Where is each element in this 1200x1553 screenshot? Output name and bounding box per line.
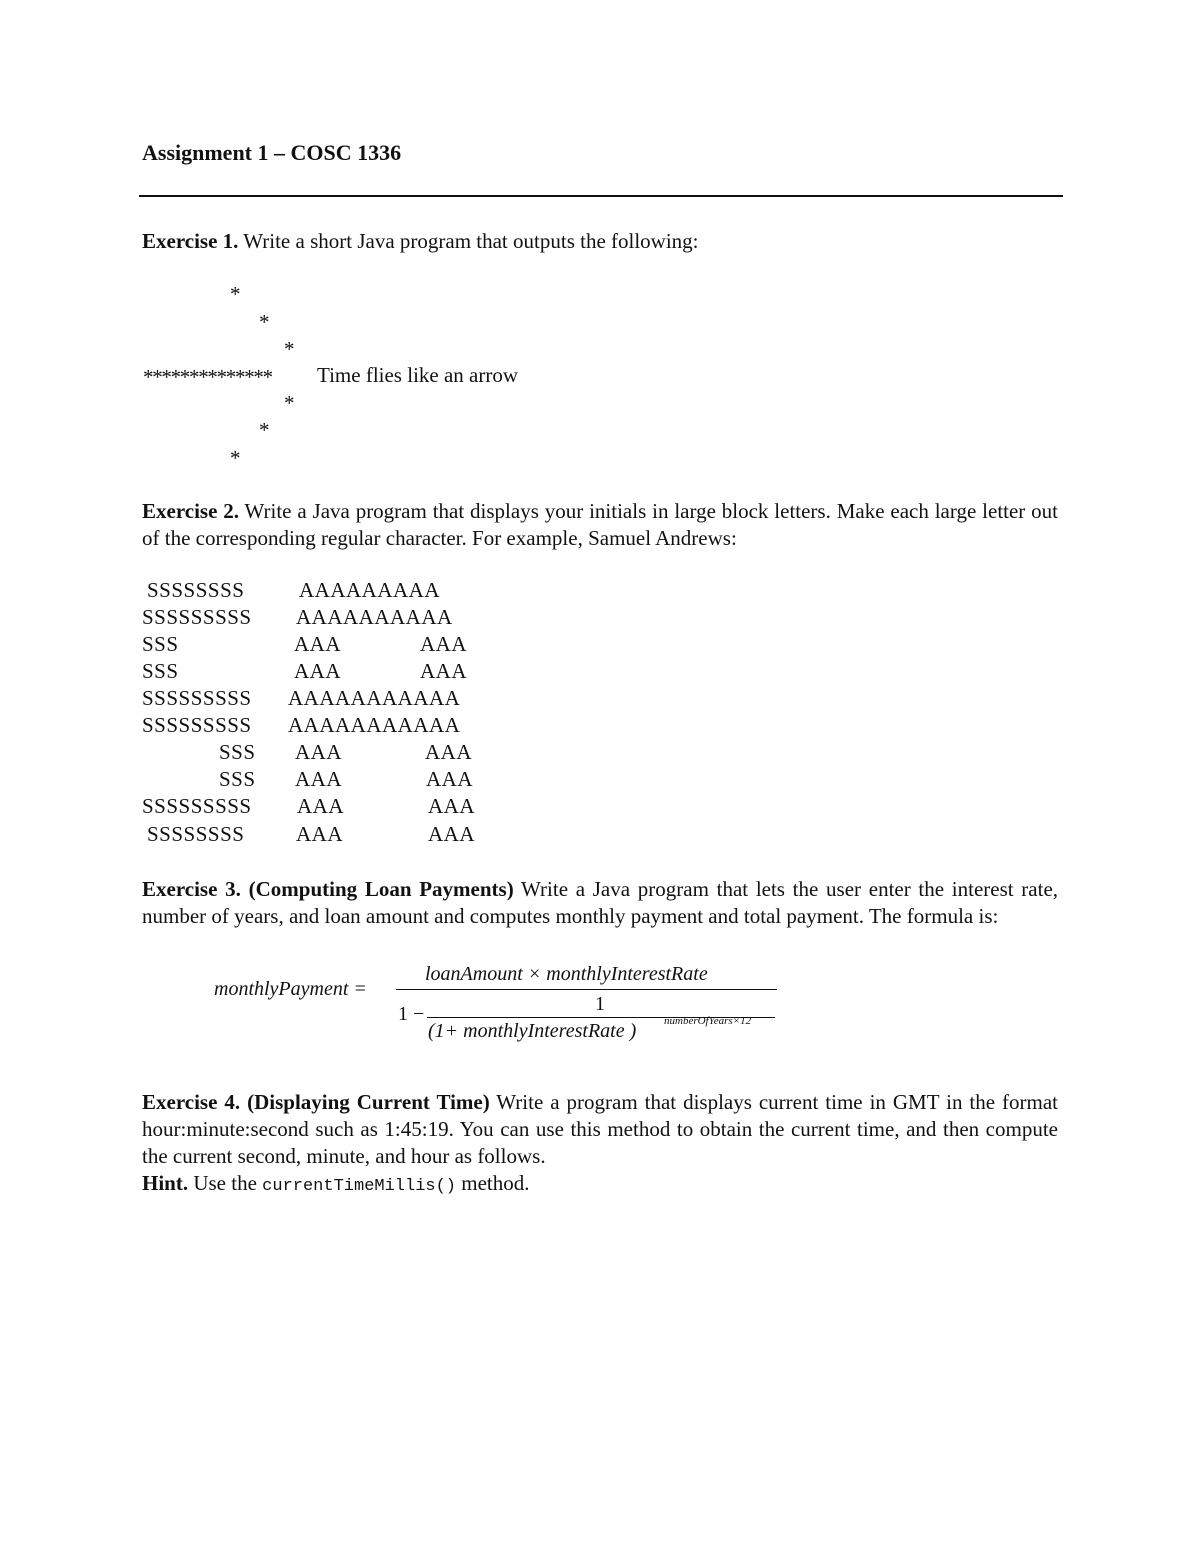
block-row: SSS [142,659,179,683]
exercise-3-heading: (Computing Loan Payments) [248,877,514,901]
exercise-4-text [142,1089,1058,1170]
block-row: AAAAAAAAAAA [288,713,461,737]
arrow-star: * [284,337,295,361]
exercise-1-description: Write a short Java program that outputs the following: [238,229,699,253]
formula-inner-numerator: 1 [595,993,605,1015]
block-row: AAA [294,632,341,656]
exercise-1-text [142,228,699,255]
block-row: AAA [296,822,343,846]
exercise-4-label: Exercise 4. [142,1090,241,1114]
block-row: SSS [219,767,256,791]
block-row: AAA [425,740,472,764]
formula-main-fraction-bar [396,989,777,990]
arrow-star: * [259,310,270,334]
exercise-2-description: Write a Java program that displays your initials in large block letters. Make each large letter out of the corresponding regular character. For example, Samuel Andrews: [142,499,1058,550]
hint-line [142,1170,530,1200]
formula-one-minus: 1 − [398,1003,425,1025]
exercise-4-heading: (Displaying Current Time) [247,1090,490,1114]
block-row: AAA [426,767,473,791]
arrow-star: * [284,391,295,415]
block-row: SSS [219,740,256,764]
block-row: SSSSSSSSS [142,605,252,629]
block-row: AAAAAAAAAAA [288,686,461,710]
arrow-star: * [230,446,241,470]
block-row: AAA [297,794,344,818]
block-row: SSSSSSSS [147,578,245,602]
arrow-star: * [259,418,270,442]
block-row: AAA [428,822,475,846]
title-divider [139,195,1063,197]
block-row: AAA [295,740,342,764]
formula-inner-denominator: (1+ monthlyInterestRate ) [428,1020,637,1042]
exercise-3-label: Exercise 3. [142,877,241,901]
hint-code: currentTimeMillis() [262,1177,457,1196]
exercise-3-description: Write a Java program that lets the user enter the interest rate, number of years, and loan amount and computes monthly payment and total payment. The formula is: [142,877,1059,928]
exercise-3-text [142,876,1058,930]
arrow-shaft: ************** [143,365,272,389]
block-row: SSSSSSSSS [142,686,252,710]
formula-numerator: loanAmount × monthlyInterestRate [425,963,708,985]
block-row: AAA [295,767,342,791]
page-title: Assignment 1 – COSC 1336 [142,140,402,165]
arrow-star: * [230,282,241,306]
hint-after: method. [456,1171,530,1195]
block-row: AAAAAAAAAA [296,605,453,629]
hint-label: Hint. [142,1171,189,1195]
hint-before: Use the [188,1171,263,1195]
block-row: AAA [294,659,341,683]
block-row: AAA [428,794,475,818]
exercise-2-text [142,498,1058,552]
block-row: SSSSSSSSS [142,713,252,737]
arrow-caption: Time flies like an arrow [317,363,519,387]
exercise-1-label: Exercise 1. [142,229,239,253]
formula-exponent: numberOfYears×12 [664,1015,752,1027]
block-row: AAA [420,632,467,656]
block-row: SSSSSSSSS [142,794,252,818]
block-row: AAA [420,659,467,683]
block-row: SSSSSSSS [147,822,245,846]
block-row: SSS [142,632,179,656]
exercise-2-label: Exercise 2. [142,499,240,523]
formula-lhs: monthlyPayment = [214,978,367,1000]
block-row: AAAAAAAAA [299,578,440,602]
exercise-4-description: Write a program that displays current time in GMT in the format hour:minute:second such as 1:45:19. You can use this method to obtain the current time, and then compute the current second, minute, and hour as follows. [142,1090,1059,1168]
